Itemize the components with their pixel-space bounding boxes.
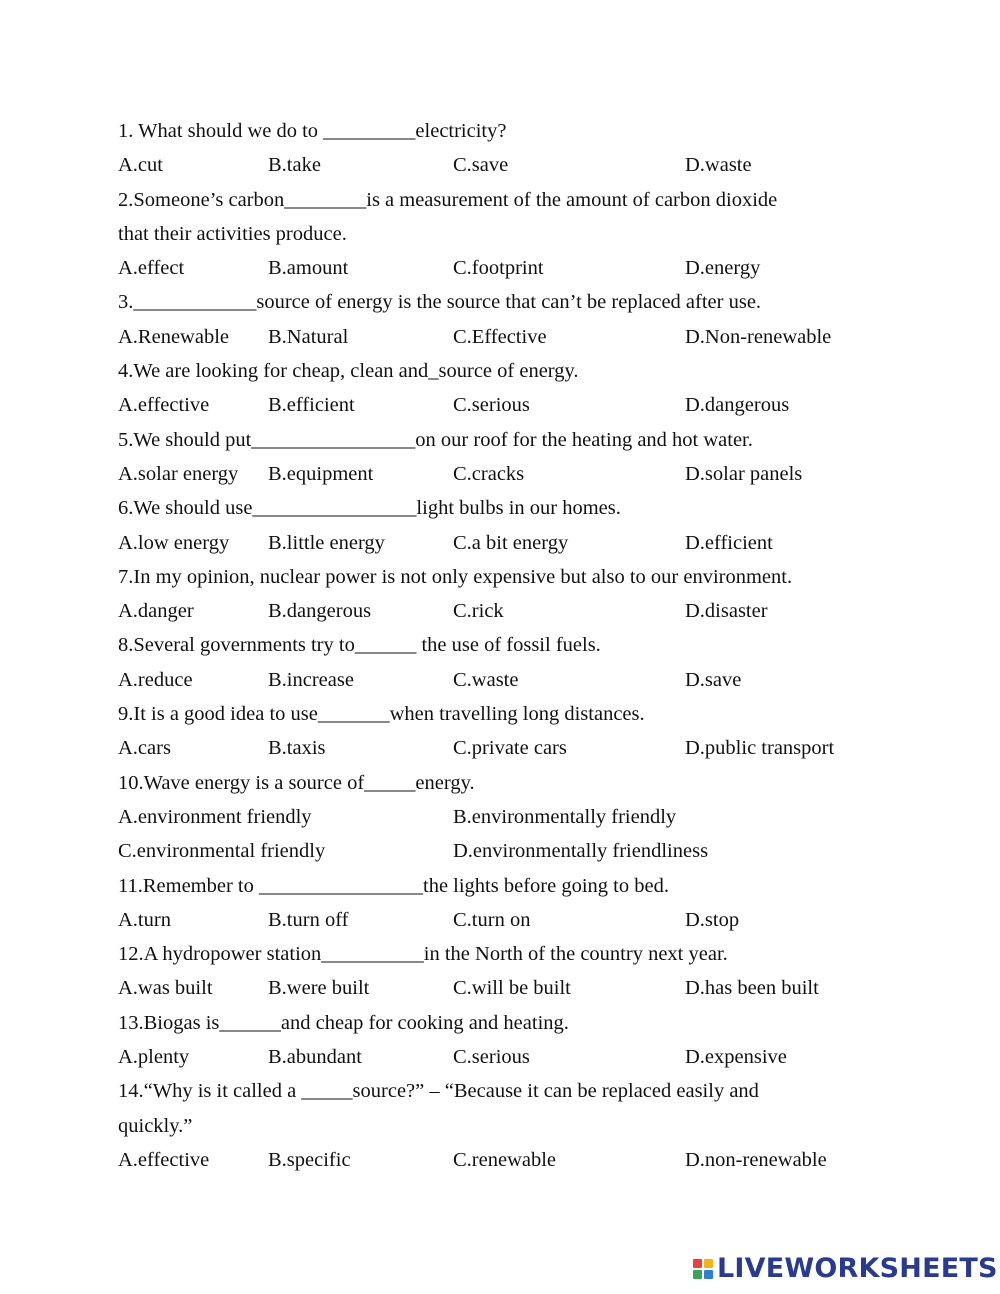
answer-option[interactable]: D.waste xyxy=(685,154,752,177)
answer-option[interactable]: D.has been built xyxy=(685,977,819,1000)
question-11: 11.Remember to ________________the lights before going to bed. xyxy=(118,874,669,897)
answer-option[interactable]: C.will be built xyxy=(453,977,571,1000)
answer-option[interactable]: D.expensive xyxy=(685,1046,787,1069)
answer-option[interactable]: C.environmental friendly xyxy=(118,840,326,863)
answer-option[interactable]: A.environment friendly xyxy=(118,805,312,828)
options-row xyxy=(118,526,918,560)
answer-option[interactable]: B.abundant xyxy=(268,1046,362,1069)
answer-option[interactable]: D.dangerous xyxy=(685,394,790,417)
answer-option[interactable]: B.little energy xyxy=(268,531,385,554)
answer-option[interactable]: B.turn off xyxy=(268,908,349,931)
answer-option[interactable]: C.serious xyxy=(453,394,530,417)
answer-option[interactable]: A.was built xyxy=(118,977,213,1000)
options-row xyxy=(118,800,918,834)
answer-option[interactable]: B.dangerous xyxy=(268,600,372,623)
answer-option[interactable]: D.disaster xyxy=(685,600,768,623)
answer-option[interactable]: C.private cars xyxy=(453,737,567,760)
question-8: 8.Several governments try to______ the use of fossil fuels. xyxy=(118,634,601,657)
answer-option[interactable]: C.turn on xyxy=(453,908,531,931)
options-row xyxy=(118,388,918,422)
options-row xyxy=(118,148,918,182)
answer-option[interactable]: B.efficient xyxy=(268,394,355,417)
answer-option[interactable]: A.plenty xyxy=(118,1046,190,1069)
options-row xyxy=(118,834,918,868)
answer-option[interactable]: A.effective xyxy=(118,1148,210,1171)
options-row xyxy=(118,663,918,697)
answer-option[interactable]: A.danger xyxy=(118,600,194,623)
answer-option[interactable]: C.rick xyxy=(453,600,504,623)
question-6: 6.We should use________________light bulbs in our homes. xyxy=(118,497,621,520)
answer-option[interactable]: A.low energy xyxy=(118,531,230,554)
answer-option[interactable]: B.taxis xyxy=(268,737,326,760)
options-row xyxy=(118,903,918,937)
answer-option[interactable]: A.turn xyxy=(118,908,171,931)
question-14: 14.“Why is it called a _____source?” – “Because it can be replaced easily and xyxy=(118,1080,759,1103)
question-14-continued: quickly.” xyxy=(118,1114,193,1137)
answer-option[interactable]: C.Effective xyxy=(453,325,547,348)
answer-option[interactable]: D.Non-renewable xyxy=(685,325,832,348)
liveworksheets-logo[interactable] xyxy=(693,1255,998,1283)
answer-option[interactable]: C.a bit energy xyxy=(453,531,569,554)
question-3: 3.____________source of energy is the source that can’t be replaced after use. xyxy=(118,291,762,314)
answer-option[interactable]: B.environmentally friendly xyxy=(453,805,677,828)
answer-option[interactable]: C.save xyxy=(453,154,509,177)
options-row xyxy=(118,594,918,628)
question-7: 7.In my opinion, nuclear power is not only expensive but also to our environment. xyxy=(118,565,793,588)
question-9: 9.It is a good idea to use_______when travelling long distances. xyxy=(118,703,645,726)
answer-option[interactable]: B.were built xyxy=(268,977,370,1000)
answer-option[interactable]: C.waste xyxy=(453,668,519,691)
options-row xyxy=(118,731,918,765)
question-12: 12.A hydropower station__________in the North of the country next year. xyxy=(118,943,728,966)
options-row xyxy=(118,971,918,1005)
question-13: 13.Biogas is______and cheap for cooking and heating. xyxy=(118,1011,569,1034)
answer-option[interactable]: B.specific xyxy=(268,1148,351,1171)
options-row xyxy=(118,320,918,354)
answer-option[interactable]: A.Renewable xyxy=(118,325,229,348)
question-10: 10.Wave energy is a source of_____energy. xyxy=(118,771,475,794)
answer-option[interactable]: D.save xyxy=(685,668,742,691)
answer-option[interactable]: B.take xyxy=(268,154,321,177)
options-row xyxy=(118,457,918,491)
answer-option[interactable]: D.efficient xyxy=(685,531,773,554)
answer-option[interactable]: B.equipment xyxy=(268,462,374,485)
answer-option[interactable]: D.stop xyxy=(685,908,740,931)
answer-option[interactable]: A.reduce xyxy=(118,668,193,691)
liveworksheets-logo-icon xyxy=(693,1259,713,1279)
answer-option[interactable]: C.renewable xyxy=(453,1148,557,1171)
answer-option[interactable]: D.energy xyxy=(685,257,761,280)
question-4: 4.We are looking for cheap, clean and_source of energy. xyxy=(118,360,579,383)
answer-option[interactable]: B.increase xyxy=(268,668,354,691)
worksheet xyxy=(118,114,918,1177)
answer-option[interactable]: D.environmentally friendliness xyxy=(453,840,709,863)
question-5: 5.We should put________________on our roof for the heating and hot water. xyxy=(118,428,753,451)
question-2-continued: that their activities produce. xyxy=(118,222,347,245)
answer-option[interactable]: A.effective xyxy=(118,394,210,417)
answer-option[interactable]: B.Natural xyxy=(268,325,349,348)
logo-text: LIVEWORKSHEETS xyxy=(717,1253,998,1284)
answer-option[interactable]: A.effect xyxy=(118,257,185,280)
answer-option[interactable]: C.cracks xyxy=(453,462,525,485)
answer-option[interactable]: A.solar energy xyxy=(118,462,239,485)
options-row xyxy=(118,1040,918,1074)
answer-option[interactable]: B.amount xyxy=(268,257,349,280)
answer-option[interactable]: D.public transport xyxy=(685,737,835,760)
answer-option[interactable]: C.footprint xyxy=(453,257,544,280)
question-2: 2.Someone’s carbon________is a measurement of the amount of carbon dioxide xyxy=(118,188,778,211)
answer-option[interactable]: A.cars xyxy=(118,737,171,760)
question-1: 1. What should we do to _________electricity? xyxy=(118,120,507,142)
answer-option[interactable]: C.serious xyxy=(453,1046,530,1069)
options-row xyxy=(118,251,918,285)
answer-option[interactable]: D.solar panels xyxy=(685,462,803,485)
answer-option[interactable]: D.non-renewable xyxy=(685,1148,827,1171)
options-row xyxy=(118,1143,918,1177)
answer-option[interactable]: A.cut xyxy=(118,154,163,177)
